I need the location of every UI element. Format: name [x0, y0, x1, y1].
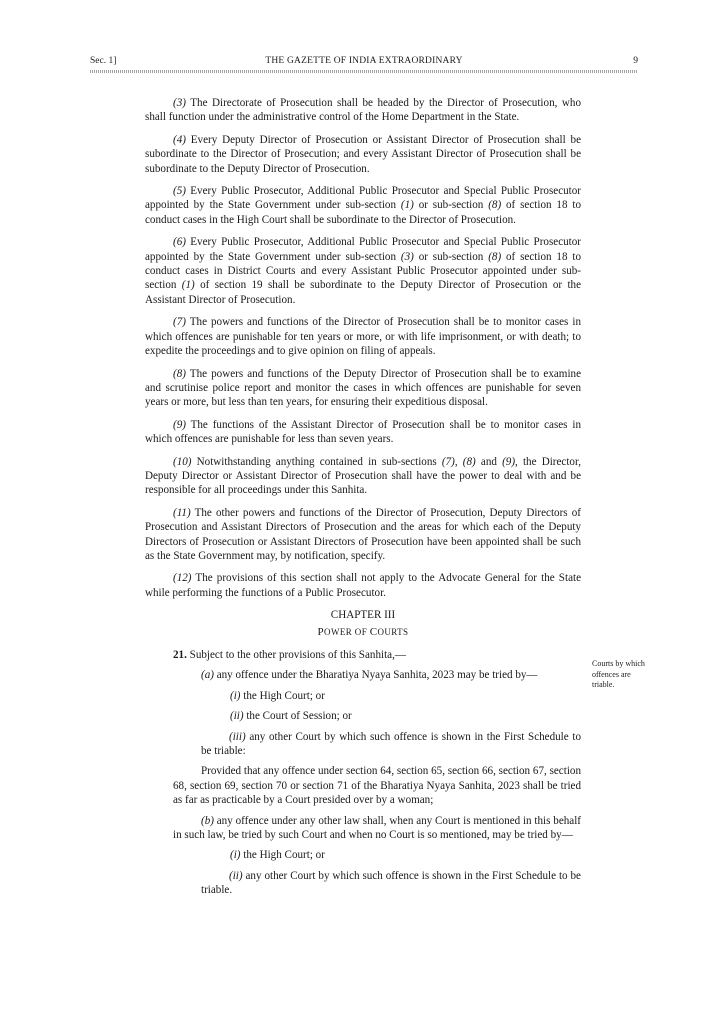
- section-21-intro: 21. Subject to the other provisions of this Sanhita,—: [173, 649, 406, 661]
- clause-a: (a) any offence under the Bharatiya Nyaya Sanhita, 2023 may be tried by—: [201, 669, 538, 682]
- subsection-10: (10) Notwithstanding anything contained in sub-sections (7), (8) and (9), the Director, Deputy Director or Assistant Director of Prosecution shall have the power to deal with and be responsible for all proceedings under this Sanhita.: [145, 455, 581, 497]
- document-body: [145, 96, 581, 904]
- clause-b: (b) any offence under any other law shall, when any Court is mentioned in this behalf in such law, be tried by such Court and when no Court is so mentioned, may be tried by—: [173, 814, 581, 842]
- clause-b-ii: (ii) any other Court by which such offence is shown in the First Schedule to be triable.: [201, 869, 581, 897]
- proviso: Provided that any offence under section 64, section 65, section 66, section 67, section 68, section 69, section 70 or section 71 of the Bharatiya Nyaya Sanhita, 2023 shall be tried as far as practicable by a Court presided over by a woman;: [173, 765, 581, 807]
- clause-a-iii: (iii) any other Court by which such offence is shown in the First Schedule to be triable:: [201, 730, 581, 758]
- clause-b-i: (i) the High Court; or: [230, 849, 325, 862]
- chapter-subtitle: POWER OF COURTS: [317, 625, 409, 638]
- subsection-7: (7) The powers and functions of the Director of Prosecution shall be to monitor cases in which offences are punishable for ten years or more, or with life imprisonment, or with death; to expedite the proceedings and to give opinion on filing of appeals.: [145, 316, 581, 358]
- header-rule: [90, 70, 638, 73]
- gazette-title: THE GAZETTE OF INDIA EXTRAORDINARY: [265, 56, 463, 66]
- section-label: Sec. 1]: [90, 56, 117, 66]
- subsection-9: (9) The functions of the Assistant Director of Prosecution shall be to monitor cases in which offences are punishable for less than seven years.: [145, 418, 581, 446]
- subsection-4: (4) Every Deputy Director of Prosecution or Assistant Director of Prosecution shall be subordinate to the Director of Prosecution; and every Assistant Director of Prosecution shall be subordinate to the Deputy Director of Prosecution.: [145, 133, 581, 175]
- subsection-11: (11) The other powers and functions of the Director of Prosecution, Deputy Directors of Prosecution and Assistant Directors of Prosecution and the areas for which each of the Deputy Directors of Prosecution or Assistant Directors of Prosecution have been appointed shall be such as the State Government may, by notification, specify.: [145, 506, 581, 562]
- page-number: 9: [633, 56, 638, 66]
- subsection-8: (8) The powers and functions of the Deputy Director of Prosecution shall be to examine and scrutinise police report and monitor the cases in which offences are punishable for seven years or more, but less than ten years, for ensuring their expeditious disposal.: [145, 367, 581, 409]
- subsection-6: (6) Every Public Prosecutor, Additional Public Prosecutor and Special Public Prosecutor appointed by the State Government under sub-section (3) or sub-section (8) of section 18 to conduct cases in District Courts and every Assistant Public Prosecutor appointed under sub-section (1) of section 19 shall be subordinate to the Deputy Director of Prosecution or the Assistant Director of Prosecution.: [145, 236, 582, 306]
- marginal-note: Courts by which offences are triable.: [592, 659, 645, 689]
- clause-a-i: (i) the High Court; or: [230, 689, 325, 702]
- chapter-title: CHAPTER III: [330, 609, 396, 622]
- subsection-3: (3) The Directorate of Prosecution shall be headed by the Director of Prosecution, who shall function under the administrative control of the Home Department in the State.: [145, 97, 581, 124]
- subsection-5: (5) Every Public Prosecutor, Additional Public Prosecutor and Special Public Prosecutor appointed by the State Government under sub-section (1) or sub-section (8) of section 18 to conduct cases in the High Court shall be subordinate to the Director of Prosecution.: [145, 185, 581, 226]
- page-header: [90, 54, 638, 68]
- subsection-12: (12) The provisions of this section shall not apply to the Advocate General for the State while performing the functions of a Public Prosecutor.: [145, 572, 581, 599]
- clause-a-ii: (ii) the Court of Session; or: [230, 710, 352, 723]
